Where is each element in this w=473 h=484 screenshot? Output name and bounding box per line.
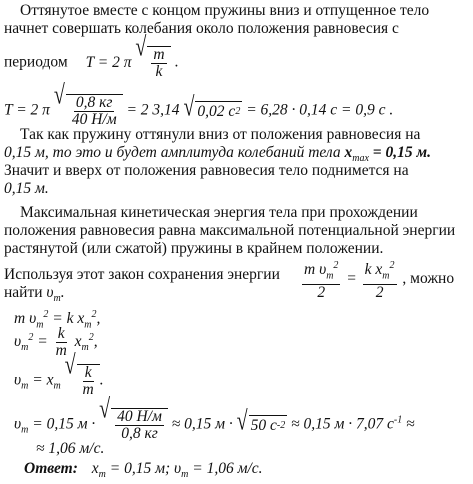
- energy-denominator-right: 2: [375, 284, 384, 302]
- calc-sqrt-2: √ 0,02 с 2: [183, 92, 241, 123]
- para3-line-5: найти $\upsilon_m$.: [4, 284, 65, 305]
- period-formula-m: m: [153, 46, 165, 63]
- calc-tail: = 6,28 · 0,14 с = 0,9 с .: [246, 101, 394, 119]
- para2-line-3: Значит и вверх от положения равновесия тело поднимется на: [4, 162, 409, 179]
- period-formula-sqrt: √ $\frac{m}{k}$: [135, 46, 170, 80]
- deriv4-den: 0,8 кг: [121, 425, 158, 442]
- deriv4-v: υ: [14, 415, 22, 433]
- para2-line-2-text: 0,15 м, то это и будет амплитуда колебаний тела: [4, 144, 341, 161]
- deriv4-approx: ≈ 0,15 м ·: [171, 415, 233, 433]
- deriv2-x: x: [74, 333, 82, 351]
- calc-sqrt: √ $\frac{0,8 кг}{40 Н/м}$: [54, 94, 123, 128]
- deriv1-left: m υ: [14, 310, 37, 328]
- period-formula-k: k: [155, 63, 163, 80]
- energy-denominator-left: 2: [317, 284, 326, 302]
- energy-law-text: Используя этот закон сохранения энергии: [4, 266, 280, 283]
- answer-x-value: = 0,15 м;: [109, 460, 171, 477]
- energy-equation: $\frac{m \upsilon_m^2}{2}$ = $\frac{k x_m^2}{2}$ , можно: [304, 260, 455, 302]
- find-word: найти: [4, 284, 43, 301]
- intro-period-word: периодом: [4, 53, 68, 71]
- derivation-step-4: $\upsilon_m = 0,15$ м · √ $\frac{40 Н/м}{0,8 кг}$ ≈ 0,15 м · √ 50 с -2 ≈ 0,15 м · 7,07 $с^{-1}$ ≈: [14, 394, 415, 442]
- period-formula-lhs: T = 2 π: [85, 53, 132, 71]
- para2-line-1: Так как пружину оттянули вниз от положения равновесия на: [20, 126, 421, 143]
- derivation-step-2: $\upsilon_m^2$ = $\frac{k}{m}$ $x_m^2$,: [14, 325, 98, 359]
- intro-line-2: начнет совершать колебания около положения равновесия с: [4, 20, 399, 37]
- deriv2-m: m: [55, 342, 67, 359]
- answer-line: Ответ: $x_m = 0,15$ м; $\upsilon_m = 1,06$ м/с.: [24, 460, 263, 481]
- para3-line-2: положения равновесия равна максимальной потенциальной энергии: [4, 222, 456, 239]
- deriv2-v: υ: [14, 333, 22, 351]
- derivation-step-1: m $\upsilon_m^2 = k$ $x_m^2$,: [14, 309, 101, 331]
- intro-line-1: Оттянутое вместе с концом пружины вниз и отпущенное тело: [20, 2, 430, 19]
- calc-mid: = 2 3,14: [126, 101, 180, 119]
- calc-mass: 0,8 кг: [75, 94, 113, 111]
- deriv4-root: 50 с: [250, 416, 277, 434]
- calc-stiffness: 40 Н/м: [71, 111, 117, 128]
- derivation-step-3: $\upsilon_m = x_m$ √ $\frac{k}{m}$ .: [14, 350, 104, 398]
- para3-line-4: [4, 266, 280, 284]
- amplitude-subscript: max: [352, 153, 369, 165]
- answer-label: Ответ:: [24, 460, 78, 477]
- energy-line-end: , можно: [402, 270, 455, 288]
- energy-potential: k x: [364, 261, 383, 279]
- calc-root-value: 0,02 с: [197, 102, 236, 120]
- deriv3-v: υ: [14, 371, 22, 389]
- para3-line-3: растянутой (или сжатой) пружины в крайнем положении.: [4, 240, 384, 257]
- deriv4-amp: = 0,15 м ·: [32, 415, 96, 433]
- amplitude-value: = 0,15 м.: [372, 144, 431, 161]
- deriv4-num: 40 Н/м: [117, 408, 162, 425]
- calc-lhs: T = 2 π: [4, 101, 50, 119]
- answer-v-value: = 1,06 м/с.: [192, 460, 263, 477]
- answer-x: x: [91, 460, 99, 477]
- energy-kinetic: m υ: [304, 261, 327, 279]
- calc-period-line: [4, 80, 394, 128]
- deriv2-eq: =: [37, 333, 48, 351]
- deriv1-right: = k x: [52, 310, 85, 328]
- deriv4-approx-2: ≈: [406, 415, 415, 433]
- para3-line-1: Максимальная кинетическая энергия тела при прохождении: [20, 204, 418, 221]
- intro-line-3: периодом T = 2 π √ $\frac{m}{k}$ .: [4, 32, 179, 80]
- deriv4-result: ≈ 0,15 м · 7,07 с: [291, 415, 394, 433]
- answer-v: υ: [174, 460, 182, 477]
- para2-line-4: 0,15 м.: [4, 180, 49, 197]
- derivation-step-5: ≈ 1,06 м/с.: [36, 440, 105, 457]
- deriv3-x: = x: [32, 371, 54, 389]
- amplitude-symbol: x: [344, 144, 353, 161]
- deriv2-k: k: [57, 325, 65, 342]
